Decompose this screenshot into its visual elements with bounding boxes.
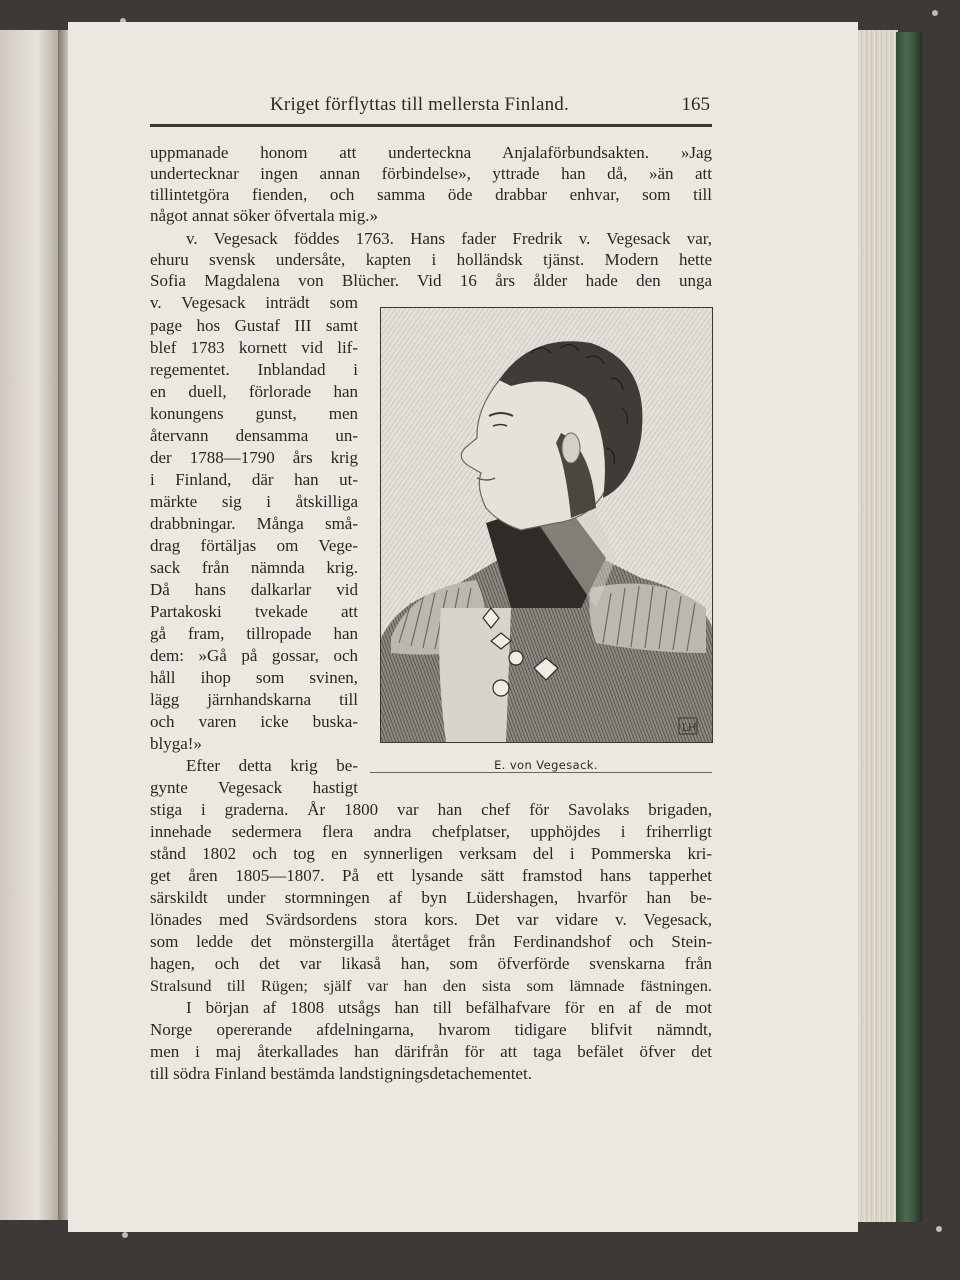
text-line: regementet. Inblandad i	[150, 360, 358, 379]
running-title: Kriget förflyttas till mellersta Finland.	[270, 94, 569, 115]
text-line: dem: »Gå på gossar, och	[150, 646, 358, 665]
text-line: v. Vegesack inträdt som	[150, 293, 358, 312]
monogram: LH	[682, 721, 697, 734]
text-line: blef 1783 kornett vid lif-	[150, 338, 358, 357]
caption-rule	[370, 772, 712, 773]
text-line: stånd 1802 och tog en synnerligen verksam del i Pommerska kri-	[150, 844, 712, 863]
text-line: hagen, och det var likaså han, som öfverförde svenskarna från	[150, 954, 712, 973]
text-line: undertecknar ingen annan förbindelse», yttrade han då, »än att	[150, 164, 712, 183]
running-header	[150, 92, 712, 127]
text-line: lägg järnhandskarna till	[150, 690, 358, 709]
text-line: v. Vegesack föddes 1763. Hans fader Fredrik v. Vegesack var,	[186, 229, 712, 248]
text-line: drag förtäljas om Vege-	[150, 536, 358, 555]
portrait-illustration	[380, 307, 713, 743]
text-line: tillintetgöra fienden, och samma öde drabbar enhvar, som till	[150, 185, 712, 204]
text-line: Sofia Magdalena von Blücher. Vid 16 års ålder hade den unga	[150, 271, 712, 290]
text-line: i Finland, där han ut-	[150, 470, 358, 489]
text-line: get åren 1805—1807. På ett lysande sätt framstod hans tapperhet	[150, 866, 712, 885]
corner-pin	[122, 1232, 128, 1238]
text-line: lönades med Svärdsordens stora kors. Det var vidare v. Vegesack,	[150, 910, 712, 929]
figure-caption: E. von Vegesack.	[494, 758, 598, 772]
text-line: page hos Gustaf III samt	[150, 316, 358, 335]
text-line: gynte Vegesack hastigt	[150, 778, 358, 797]
text-line: drabbningar. Många små-	[150, 514, 358, 533]
text-line: märkte sig i åtskilliga	[150, 492, 358, 511]
text-line: särskildt under stormningen af byn Lüdershagen, hvarför han be-	[150, 888, 712, 907]
text-line: Efter detta krig be-	[186, 756, 358, 775]
text-line: Norge opererande afdelningarna, hvarom tidigare blifvit nämndt,	[150, 1020, 712, 1039]
text-line: en duell, förlorade han	[150, 382, 358, 401]
text-line: sack från nämnda krig.	[150, 558, 358, 577]
portrait-engraving	[381, 308, 712, 742]
page-number: 165	[681, 94, 710, 115]
text-line: der 1788—1790 års krig	[150, 448, 358, 467]
text-line: blyga!»	[150, 734, 202, 753]
text-line: konungens gunst, men	[150, 404, 358, 423]
text-line: Partakoski tvekade att	[150, 602, 358, 621]
text-line: något annat söker öfvertala mig.»	[150, 206, 379, 225]
text-line: återvann densamma un-	[150, 426, 358, 445]
text-line: och varen icke buska-	[150, 712, 358, 731]
text-line: gå fram, tillropade han	[150, 624, 358, 643]
text-line: innehade sedermera flera andra chefplatser, upphöjdes i friherrligt	[150, 822, 712, 841]
facing-left-page	[0, 30, 62, 1220]
text-line: som ledde det mönstergilla återtåget från Ferdinandshof och Stein-	[150, 932, 712, 951]
text-line: ehuru svensk undersåte, kapten i holländsk tjänst. Modern hette	[150, 250, 712, 269]
text-line: uppmanade honom att underteckna Anjalaförbundsakten. »Jag	[150, 143, 712, 162]
text-line: Stralsund till Rügen; själf var han den sista som lämnade fästningen.	[150, 976, 712, 995]
corner-pin	[932, 10, 938, 16]
corner-pin	[936, 1226, 942, 1232]
green-book-cover	[896, 32, 922, 1222]
text-line: Då hans dalkarlar vid	[150, 580, 358, 599]
text-line: håll ihop som svinen,	[150, 668, 358, 687]
text-line: till södra Finland bestämda landstigningsdetachementet.	[150, 1064, 532, 1083]
text-line: men i maj återkallades han därifrån för att taga befälet öfver det	[150, 1042, 712, 1061]
text-line: stiga i graderna. År 1800 var han chef för Savolaks brigaden,	[150, 800, 712, 819]
text-line: I början af 1808 utsågs han till befälhafvare för en af de mot	[186, 998, 712, 1017]
